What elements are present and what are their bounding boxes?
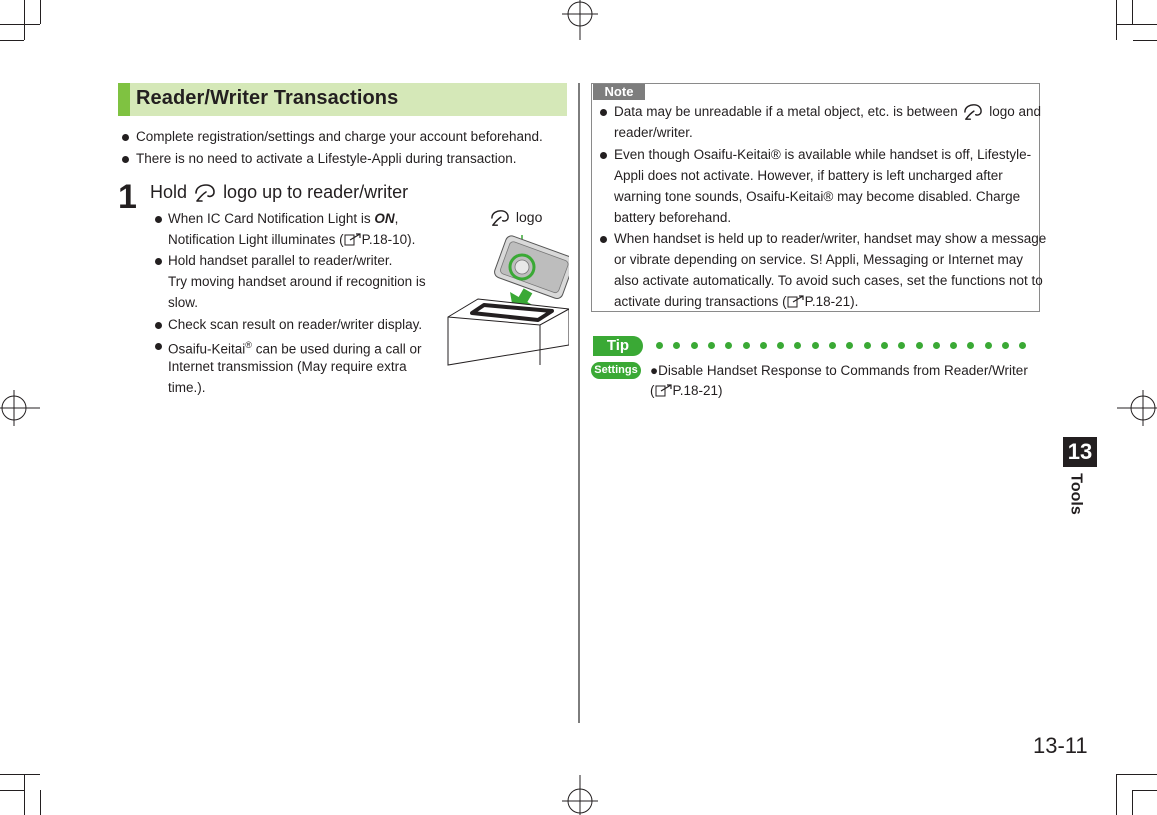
felica-logo-icon <box>192 183 218 203</box>
bullet-dot <box>122 156 129 163</box>
tip-rule-dot <box>777 342 784 349</box>
page-reference-icon <box>655 383 673 397</box>
note-item-3-line-2: or vibrate depending on service. S! Appli, Messaging or Internet may <box>614 252 1023 267</box>
intro-bullet-1: Complete registration/settings and charge your account beforehand. <box>136 129 543 144</box>
bullet-dot <box>600 152 607 159</box>
chapter-number-tab: 13 <box>1063 437 1097 467</box>
step-bullet-1-line-1: When IC Card Notification Light is ON, <box>168 211 399 226</box>
step-bullet-2-line-3: slow. <box>168 295 199 310</box>
tip-rule-dot <box>725 342 732 349</box>
page-reference-icon <box>344 232 362 246</box>
bullet-dot <box>122 134 129 141</box>
step-text-before: Hold <box>150 182 188 202</box>
tip-rule-dot <box>691 342 698 349</box>
step-bullet-2-line-2: Try moving handset around if recognition is <box>168 274 426 289</box>
note-item-2-line-1: Even though Osaifu-Keitai® is available while handset is off, Lifestyle- <box>614 147 1032 162</box>
step-bullet-3-line-1: Check scan result on reader/writer display. <box>168 317 423 332</box>
tip-rule-dot <box>933 342 940 349</box>
intro-bullet-2: There is no need to activate a Lifestyle-Appli during transaction. <box>136 151 517 166</box>
tip-line-1: ●Disable Handset Response to Commands from Reader/Writer <box>650 363 1028 378</box>
step-bullet-4-line-1: Osaifu-Keitai® can be used during a call or <box>168 340 422 357</box>
tip-rule-dot <box>656 342 663 349</box>
tip-rule-dot <box>1019 342 1026 349</box>
bullet-dot <box>155 258 162 265</box>
handset-and-reader-drawing <box>444 225 569 370</box>
reader-writer-illustration <box>444 205 569 370</box>
logo-label: logo <box>515 209 543 225</box>
section-title: Reader/Writer Transactions <box>136 87 399 109</box>
registration-mark-top <box>558 0 602 40</box>
registration-mark-left <box>0 386 40 430</box>
tip-rule-dot <box>743 342 750 349</box>
note-label: Note <box>593 84 645 100</box>
tip-rule-dot <box>881 342 888 349</box>
registration-mark-right <box>1117 386 1157 430</box>
tip-rule-dot <box>967 342 974 349</box>
tip-rule-dot <box>708 342 715 349</box>
tip-rule-dot <box>829 342 836 349</box>
bullet-dot <box>155 322 162 329</box>
note-item-2-line-4: battery beforehand. <box>614 210 732 225</box>
tip-rule-dot <box>760 342 767 349</box>
tip-rule-dot <box>916 342 923 349</box>
registration-mark-bottom <box>558 775 602 815</box>
step-bullet-4-line-2: Internet transmission (May require extra <box>168 359 407 374</box>
bullet-dot <box>155 216 162 223</box>
step-bullet-4-line-3: time.). <box>168 380 206 395</box>
tip-rule-dot <box>950 342 957 349</box>
step-instruction <box>150 182 408 203</box>
step-text-after: logo up to reader/writer <box>223 182 409 202</box>
step-bullet-2-line-1: Hold handset parallel to reader/writer. <box>168 253 393 268</box>
note-item-3-line-3: also activate automatically. To avoid such cases, set the functions not to <box>614 273 1043 288</box>
note-item-3-line-1: When handset is held up to reader/writer, handset may show a message <box>614 231 1047 246</box>
tip-rule-dot <box>1002 342 1009 349</box>
column-divider <box>578 83 580 723</box>
tip-rule-dot <box>812 342 819 349</box>
step-number: 1 <box>118 178 137 216</box>
note-item-2-line-2: Appli does not activate. However, if battery is left uncharged after <box>614 168 1003 183</box>
note-item-1-line-1: Data may be unreadable if a metal object, etc. is between logo and <box>614 101 1041 122</box>
settings-badge: Settings <box>591 362 641 379</box>
page-reference-icon <box>787 294 805 308</box>
note-item-3-line-4: activate during transactions ( P.18-21). <box>614 294 859 309</box>
note-item-1-line-2: reader/writer. <box>614 125 693 140</box>
tip-rule-dot <box>846 342 853 349</box>
tip-rule-dot <box>673 342 680 349</box>
tip-rule-dot <box>985 342 992 349</box>
tip-label: Tip <box>593 336 643 356</box>
bullet-dot <box>155 343 162 350</box>
chapter-name: Tools <box>1067 473 1085 515</box>
step-bullet-1-line-2: Notification Light illuminates ( P.18-10). <box>168 232 416 247</box>
felica-logo-icon <box>961 103 985 121</box>
bullet-dot <box>600 109 607 116</box>
tip-line-2: ( P.18-21) <box>650 383 723 398</box>
tip-rule-dot <box>794 342 801 349</box>
page-number: 13-11 <box>1033 733 1088 758</box>
tip-rule-dot <box>898 342 905 349</box>
note-item-2-line-3: warning tone sounds, Osaifu-Keitai® may become disabled. Charge <box>614 189 1021 204</box>
bullet-dot <box>600 236 607 243</box>
tip-rule-dot <box>864 342 871 349</box>
